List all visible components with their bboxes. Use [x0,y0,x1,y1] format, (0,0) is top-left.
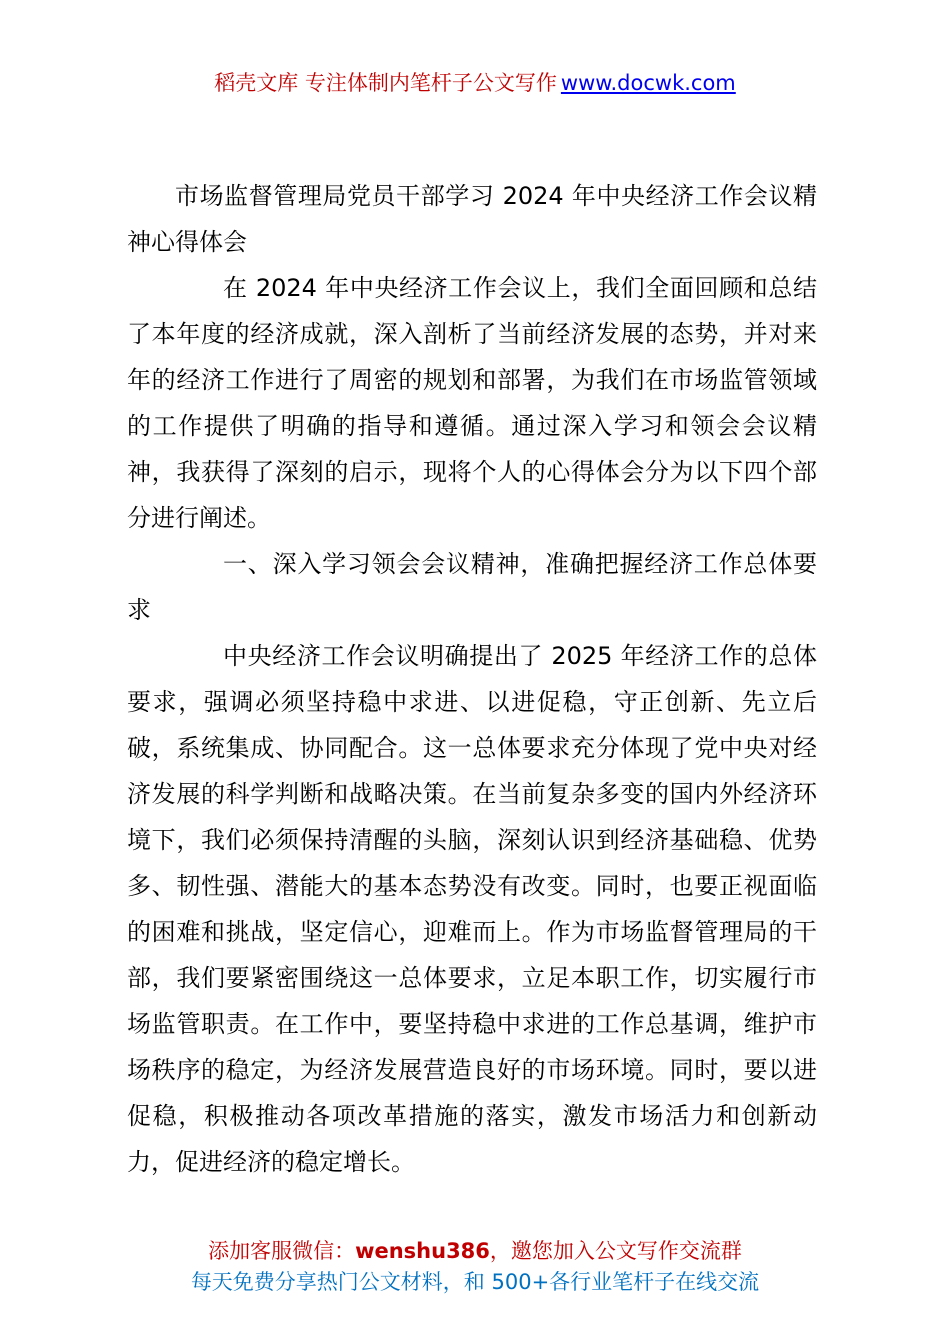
page-footer [0,1236,950,1298]
paragraph-section-1: 中央经济工作会议明确提出了 2025 年经济工作的总体要求，强调必须坚持稳中求进、以进促稳，守正创新、先立后破，系统集成、协同配合。这一总体要求充分体现了党中央对经济发展的科学判断和战略决策。在当前复杂多变的国内外经济环境下，我们必须保持清醒的头脑，深刻认识到经济基础稳、优势多、韧性强、潜能大的基本态势没有改变。同时，也要正视面临的困难和挑战，坚定信心，迎难而上。作为市场监督管理局的干部，我们要紧密围绕这一总体要求，立足本职工作，切实履行市场监管职责。在工作中，要坚持稳中求进的工作总基调，维护市场秩序的稳定，为经济发展营造良好的市场环境。同时，要以进促稳，积极推动各项改革措施的落实，激发市场活力和创新动力，促进经济的稳定增长。 [127,642,817,1176]
footer-wechat-id: wenshu386 [355,1239,490,1263]
document-title: 市场监督管理局党员干部学习 2024 年中央经济工作会议精神心得体会 [127,182,817,256]
paragraph-intro: 在 2024 年中央经济工作会议上，我们全面回顾和总结了本年度的经济成就，深入剖析了当前经济发展的态势，并对来年的经济工作进行了周密的规划和部署，为我们在市场监管领域的工作提供了明确的指导和遵循。通过深入学习和领会会议精神，我获得了深刻的启示，现将个人的心得体会分为以下四个部分进行阐述。 [127,274,817,532]
footer-contact-suffix: ，邀您加入公文写作交流群 [489,1239,742,1263]
footer-share-line: 每天免费分享热门公文材料，和 500+各行业笔杆子在线交流 [190,1270,760,1294]
footer-contact-prefix: 添加客服微信： [208,1239,356,1263]
header-brand: 稻壳文库 专注体制内笔杆子公文写作 [214,71,557,95]
header-url-link[interactable]: www.docwk.com [560,71,736,95]
page-header [0,66,950,100]
document-body [127,173,817,1185]
section-heading-1: 一、深入学习领会会议精神，准确把握经济工作总体要求 [127,550,817,624]
footer-contact-line [0,1236,950,1267]
